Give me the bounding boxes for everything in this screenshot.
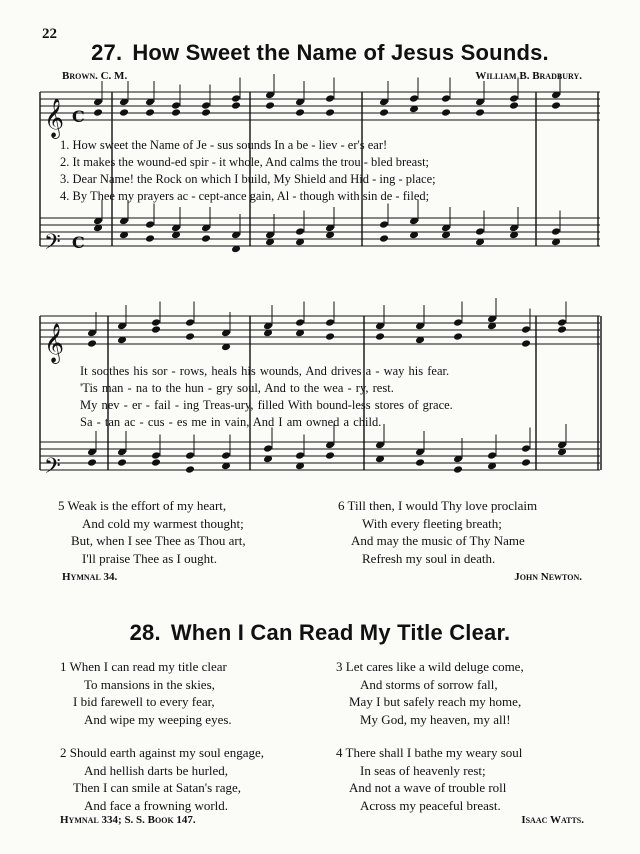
lyric-line: My nev - er - fail - ing Treas-ury, filled With bound-less stores of grace. bbox=[80, 398, 453, 412]
verse-line: 4 There shall I bathe my weary soul bbox=[336, 745, 523, 760]
verse-5 bbox=[58, 497, 246, 567]
lyric-line: 2. It makes the wound-ed spir - it whole, And calms the trou - bled breast; bbox=[60, 155, 430, 169]
note-head bbox=[201, 101, 211, 110]
lyric-line: It soothes his sor - rows, heals his wounds, And drives a - way his fear. bbox=[80, 364, 450, 378]
verse-2 bbox=[60, 744, 264, 814]
verse-6 bbox=[338, 497, 537, 567]
note-head bbox=[409, 94, 419, 103]
verse-line: Refresh my soul in death. bbox=[362, 550, 496, 566]
note-head bbox=[521, 458, 531, 467]
note-head bbox=[453, 465, 463, 474]
hymn-27-title: How Sweet the Name of Jesus Sounds. bbox=[132, 40, 549, 65]
bass-clef-icon: 𝄢 bbox=[44, 230, 61, 260]
verse-1 bbox=[60, 658, 232, 728]
verse-4 bbox=[336, 744, 522, 814]
note-head bbox=[231, 101, 241, 110]
note-head bbox=[263, 444, 273, 453]
note-head bbox=[87, 339, 97, 348]
note-head bbox=[145, 220, 155, 229]
verse-line: And hellish darts be hurled, bbox=[84, 762, 229, 778]
note-head bbox=[325, 94, 335, 103]
note-head bbox=[509, 94, 519, 103]
hymn-28-number: 28. bbox=[129, 620, 161, 645]
note-head bbox=[375, 332, 385, 341]
note-head bbox=[117, 458, 127, 467]
note-head bbox=[185, 318, 195, 327]
lyric-line: Sa - tan ac - cus - es me in vain, And I am owned a child. bbox=[80, 415, 382, 429]
verse-line: 2 Should earth against my soul engage, bbox=[60, 745, 264, 760]
lyrics-system-2 bbox=[80, 363, 453, 431]
note-head bbox=[185, 332, 195, 341]
note-head bbox=[453, 332, 463, 341]
verse-line: My God, my heaven, my all! bbox=[360, 711, 511, 727]
note-head bbox=[145, 108, 155, 117]
note-head bbox=[151, 325, 161, 334]
note-head bbox=[441, 94, 451, 103]
note-head bbox=[295, 227, 305, 236]
hymn-27-number: 27. bbox=[91, 40, 123, 65]
tune-name: Brown. C. M. bbox=[62, 70, 128, 82]
note-head bbox=[119, 108, 129, 117]
author-name: Isaac Watts. bbox=[521, 814, 584, 826]
note-head bbox=[171, 108, 181, 117]
lyrics-system-1 bbox=[60, 137, 436, 205]
note-head bbox=[151, 451, 161, 460]
note-head bbox=[325, 318, 335, 327]
hymnal-reference: Hymnal 34. bbox=[62, 571, 118, 583]
note-head bbox=[453, 318, 463, 327]
note-head bbox=[487, 451, 497, 460]
note-head bbox=[201, 234, 211, 243]
note-head bbox=[415, 458, 425, 467]
verse-line: May I but safely reach my home, bbox=[349, 694, 522, 709]
note-head bbox=[475, 227, 485, 236]
verse-line: And cold my warmest thought; bbox=[82, 515, 244, 531]
note-head bbox=[295, 451, 305, 460]
hymn-28-title: When I Can Read My Title Clear. bbox=[170, 620, 511, 645]
verse-line: I bid farewell to every fear, bbox=[73, 694, 215, 709]
note-head bbox=[521, 325, 531, 334]
page-number: 22 bbox=[42, 26, 57, 42]
verse-line: To mansions in the skies, bbox=[84, 676, 215, 692]
note-head bbox=[93, 108, 103, 117]
verse-line: 1 When I can read my title clear bbox=[60, 659, 227, 674]
note-head bbox=[551, 227, 561, 236]
verse-line: And not a wave of trouble roll bbox=[349, 780, 507, 795]
verse-line: And wipe my weeping eyes. bbox=[84, 711, 232, 727]
verse-line: With every fleeting breath; bbox=[362, 515, 502, 531]
note-head bbox=[325, 332, 335, 341]
note-head bbox=[265, 101, 275, 110]
note-head bbox=[557, 318, 567, 327]
treble-clef-icon: 𝄞 bbox=[44, 98, 65, 138]
verse-line: Then I can smile at Satan's rage, bbox=[73, 780, 242, 795]
treble-clef-icon: 𝄞 bbox=[44, 323, 65, 363]
verse-line: I'll praise Thee as I ought. bbox=[82, 550, 217, 566]
lyric-line: 3. Dear Name! the Rock on which I build, My Shield and Hid - ing - place; bbox=[60, 172, 436, 186]
verse-line: 3 Let cares like a wild deluge come, bbox=[336, 659, 524, 674]
verse-line: 5 Weak is the effort of my heart, bbox=[58, 498, 227, 513]
verse-3 bbox=[336, 658, 524, 728]
lyric-line: 1. How sweet the Name of Je - sus sounds In a be - liev - er's ear! bbox=[60, 138, 388, 152]
hymn-28-heading bbox=[0, 620, 640, 646]
hymnal-reference: Hymnal 334; S. S. Book 147. bbox=[60, 814, 196, 826]
note-head bbox=[379, 234, 389, 243]
common-time-icon: C bbox=[72, 107, 85, 126]
verse-line: Across my peaceful breast. bbox=[360, 797, 501, 813]
note-head bbox=[295, 318, 305, 327]
verse-line: And may the music of Thy Name bbox=[351, 533, 525, 548]
note-head bbox=[521, 339, 531, 348]
note-head bbox=[325, 108, 335, 117]
lyric-line: 4. By Thee my prayers ac - cept-ance gain, Al - though with sin de - filed; bbox=[60, 189, 430, 203]
note-head bbox=[185, 451, 195, 460]
note-head bbox=[151, 458, 161, 467]
note-head bbox=[231, 94, 241, 103]
verse-line: But, when I see Thee as Thou art, bbox=[71, 533, 246, 548]
note-head bbox=[151, 318, 161, 327]
composer-name: William B. Bradbury. bbox=[475, 70, 582, 82]
lyric-line: 'Tis man - na to the hun - gry soul, And to the wea - ry, rest. bbox=[80, 381, 394, 395]
common-time-icon: C bbox=[72, 233, 85, 252]
note-head bbox=[295, 108, 305, 117]
note-head bbox=[145, 234, 155, 243]
note-head bbox=[551, 101, 561, 110]
bass-clef-icon: 𝄢 bbox=[44, 454, 61, 484]
note-head bbox=[379, 220, 389, 229]
author-name: John Newton. bbox=[514, 571, 582, 583]
note-head bbox=[379, 108, 389, 117]
note-head bbox=[557, 325, 567, 334]
verse-line: In seas of heavenly rest; bbox=[360, 762, 486, 778]
note-head bbox=[521, 444, 531, 453]
verse-line: And storms of sorrow fall, bbox=[360, 676, 498, 692]
note-head bbox=[509, 101, 519, 110]
note-head bbox=[185, 465, 195, 474]
note-head bbox=[87, 458, 97, 467]
note-head bbox=[221, 451, 231, 460]
note-head bbox=[475, 108, 485, 117]
note-head bbox=[325, 451, 335, 460]
note-head bbox=[441, 108, 451, 117]
note-head bbox=[201, 108, 211, 117]
verse-line: 6 Till then, I would Thy love proclaim bbox=[338, 498, 538, 513]
note-head bbox=[171, 101, 181, 110]
verse-line: And face a frowning world. bbox=[84, 797, 229, 813]
